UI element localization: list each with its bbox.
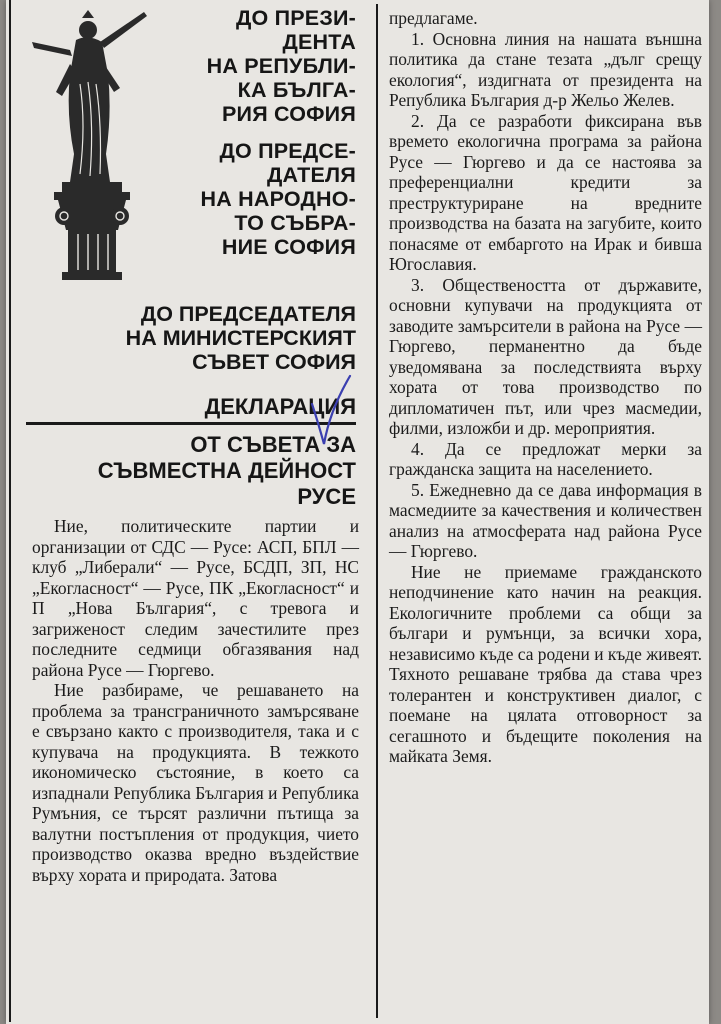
statue-icon [22, 4, 162, 284]
proposal-5: 5. Ежедневно да се дава информация в масмедиите за качествения и количествен анализ на атмосферата над района Русе — Гюргево. [389, 479, 702, 561]
proposal-3: 3. Обществеността от държавите, основни купувачи на продукцията от заводите замърсители в района на Русе — Гюргево, перманентно да бъде уведомявана за последствията върху хората от това производство по дипломатичен път, или чрез масмедии, филми, изложби и др. мероприятия. [389, 274, 702, 438]
proposal-2: 2. Да се разработи фиксирана във времето екологична програма за района Русе — Гюргево и да се настоява за преференциални кредити за преструктуриране на вредните производства на базата на загубите, които понасяме от ембаргото на Ирак и бивша Югославия. [389, 110, 702, 274]
paragraph: Ние разбираме, че решаването на проблема за трансграничното замърсяване е свързано както с производителя, така и с купувача на продукцията. В тежкото икономическо състояние, в което са изпаднали Република България и Република Румъния, се търсят различни пътища за валутни постъпления от продукция, чието производство оказва вредно въздействие върху хората и природата. Затова [32, 680, 359, 885]
heading-parliament: ДО ПРЕДСЕ- ДАТЕЛЯ НА НАРОДНО- ТО СЪБРА- НИЕ СОФИЯ [200, 139, 356, 259]
declaration-title: ДЕКЛАРАЦИЯ [26, 394, 356, 425]
right-column-body [389, 8, 702, 767]
left-column-body [32, 516, 359, 885]
paragraph: Ние, политическите партии и организации от СДС — Русе: АСП, БПЛ — клуб „Либерали“ — Русе, БСДП, ЗП, НС „Екогласност“ — Русе, ПК „Екогласност“ и П „Нова България“, с тревога и загриженост следим зачестилите през последните седмици обгазявания над района Русе — Гюргево. [32, 516, 359, 680]
proposal-1: 1. Основна линия на нашата външна политика да стане тезата „дълг срещу екология“, издигната от президента на Република България д-р Жельо Желев. [389, 28, 702, 110]
address-headings [156, 6, 356, 259]
closing-paragraph: Ние не приемаме гражданското неподчинение като начин на реакция. Екологичните проблеми са общи за българи и румънци, за всички хора, независимо къде са родени и къде живеят. Тяхното решаване трябва да става чрез толерантен и конструктивен диалог, с поемане на цялата отговорност за сегашното и бъдещите поколения на майката Земя. [389, 561, 702, 766]
heading-president: ДО ПРЕЗИ- ДЕНТА НА РЕПУБЛИ- КА БЪЛГА- РИЯ СОФИЯ [206, 6, 356, 126]
declaration-subtitle: ОТ СЪВЕТА ЗА СЪВМЕСТНА ДЕЙНОСТ РУСЕ [97, 432, 356, 509]
proposal-4: 4. Да се предложат мерки за гражданска защита на населението. [389, 438, 702, 479]
paragraph-continuation: предлагаме. [389, 8, 478, 28]
heading-council-of-ministers: ДО ПРЕДСЕДАТЕЛЯ НА МИНИСТЕРСКИЯТ СЪВЕТ СОФИЯ [125, 302, 356, 374]
newspaper-clipping [6, 0, 709, 1024]
check-mark-icon [306, 370, 356, 450]
column-divider [376, 4, 378, 1018]
